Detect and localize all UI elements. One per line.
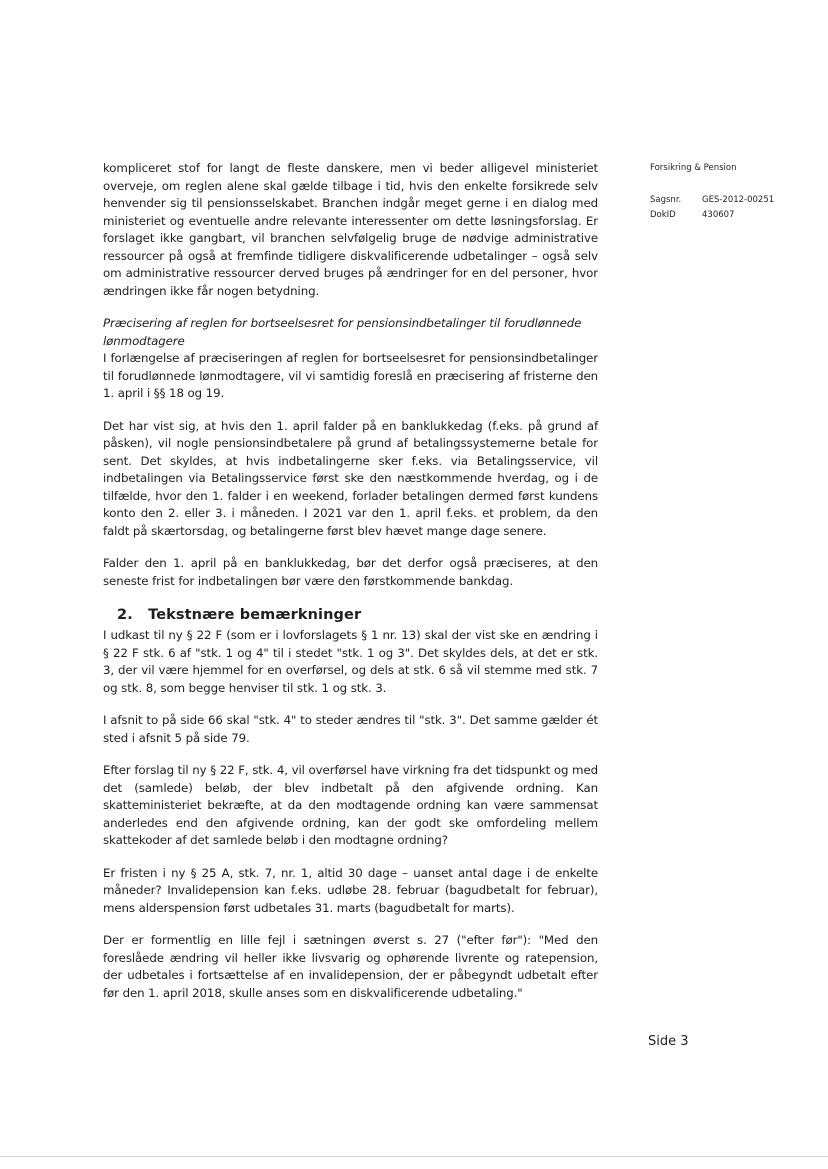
paragraph-2: I forlængelse af præciseringen af reglen for bortseelsesret for pensionsindbetalinger til forudlønnede lønmodtagere, vil vi samtidig foreslå en præcisering af fristerne den 1. april i §§ 18 og 19. <box>103 351 598 400</box>
paragraph-9: Der er formentlig en lille fejl i sætningen øverst s. 27 ("efter før"): "Med den foreslåede ændring vil heller ikke livsvarig og ophørende livrente og ratepension, der udbetales i fortsættelse af en invalidepension, der er påbegyndt udbetalt efter før den 1. april 2018, skulle anses som en diskvalificerende udbetaling." <box>103 933 598 1000</box>
page-number: Side 3 <box>648 1034 689 1049</box>
section-heading <box>103 605 598 625</box>
document-id-row <box>650 208 774 223</box>
case-number-value: GES-2012-00251 <box>702 195 775 205</box>
paragraph-3: Det har vist sig, at hvis den 1. april falder på en banklukkedag (f.eks. på grund af påsken), vil nogle pensionsindbetalere på grund af betalingssystemerne betale for sent. Det skyldes, at hvis indbetalingerne sker f.eks. via Betalingsservice, vil indbetalingen via Betalingsservice først ske den næstkommende hverdag, og i de tilfælde, hvor den 1. falder i en weekend, forlader betalingen dermed først kundens konto den 2. eller 3. i måneden. I 2021 var den 1. april f.eks. et problem, da den faldt på skærtorsdag, og betalingerne først blev hævet mange dage senere. <box>103 418 598 538</box>
section-number: 2. <box>117 607 133 623</box>
paragraph-8: Er fristen i ny § 25 A, stk. 7, nr. 1, altid 30 dage – uanset antal dage i de enkelte måneder? Invalidepension kan f.eks. udløbe 28. februar (bagudbetalt for februar), mens alderspension først udbetales 31. marts (bagudbetalt for marts). <box>103 865 598 915</box>
paragraph-1: kompliceret stof for langt de fleste danskere, men vi beder alligevel ministeriet overveje, om reglen alene skal gælde tilbage i tid, hvis den enkelte forsikrede selv henvender sig til pensionsselskabet. Branchen indgår meget gerne i en dialog med ministeriet og eventuelle andre relevante interessenter om dette løsningsforslag. Er forslaget ikke gangbart, vil branchen selvfølgelig bruge de nødvige administrative ressourcer på også at fremfinde tidligere diskvalificerende udbetalinger – også selv om administrative ressourcer derved bruges på ændringer for en del personer, hvor ændringen ikke får nogen betydning. <box>103 161 598 298</box>
bottom-divider <box>0 1156 828 1157</box>
case-number-label: Sagsnr. <box>650 195 682 205</box>
paragraph-7: Efter forslag til ny § 22 F, stk. 4, vil overførsel have virkning fra det tidspunkt og med det (samlede) beløb, der blev indbetalt på den afgivende ordning. Kan skatteministeriet bekræfte, at da den modtagende ordning kan være sammensat anderledes end den afgivende ordning, kan der godt ske omfordeling mellem skattekoder af det samlede beløb i den modtagne ordning? <box>103 763 598 847</box>
sidebar-organization: Forsikring & Pension <box>650 163 737 173</box>
paragraph-6: I afsnit to på side 66 skal "stk. 4" to steder ændres til "stk. 3". Det samme gælder ét sted i afsnit 5 på side 79. <box>103 713 598 745</box>
document-id-value: 430607 <box>702 210 735 220</box>
sidebar-metadata <box>650 193 774 223</box>
section-title: Tekstnære bemærkninger <box>148 607 362 623</box>
paragraph-5: I udkast til ny § 22 F (som er i lovforslagets § 1 nr. 13) skal der vist ske en ændring i § 22 F stk. 6 af "stk. 1 og 4" til i stedet "stk. 1 og 3". Det skyldes dels, at det er stk. 3, der vil være hjemmel for en overførsel, og dels at stk. 6 så vil stemme med stk. 7 og stk. 8, som begge henviser til stk. 1 og stk. 3. <box>103 628 598 695</box>
subheading: Præcisering af reglen for bortseelsesret for pensionsindbetalinger til forudlønnede lønmodtagere <box>103 316 582 348</box>
paragraph-4: Falder den 1. april på en banklukkedag, bør det derfor også præciseres, at den seneste frist for indbetalingen bør være den førstkommende bankdag. <box>103 556 598 588</box>
case-number-row <box>650 193 774 208</box>
document-body <box>103 160 598 1002</box>
document-id-label: DokID <box>650 210 676 220</box>
